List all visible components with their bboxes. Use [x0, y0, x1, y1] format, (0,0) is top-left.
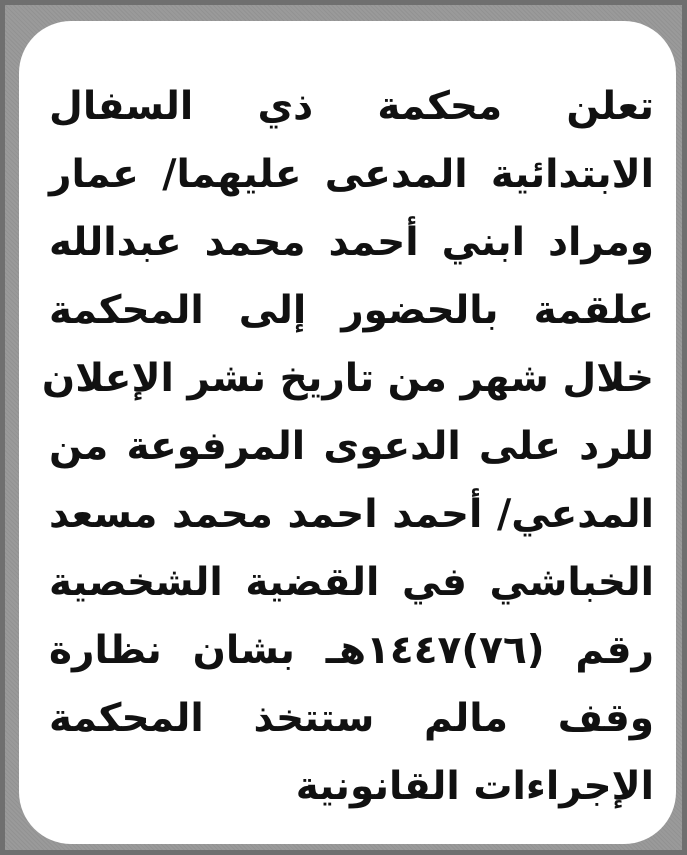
notice-line: الابتدائية المدعى عليهما/ عمار	[49, 152, 654, 197]
notice-line: تعلن محكمة ذي السفال	[49, 84, 654, 129]
notice-line: الخباشي في القضية الشخصية	[49, 560, 654, 605]
notice-line: للرد على الدعوى المرفوعة من	[49, 424, 654, 469]
notice-text	[41, 73, 654, 821]
notice-line: رقم (٧٦)١٤٤٧هـ بشان نظارة	[49, 628, 654, 673]
notice-line: المدعي/ أحمد احمد محمد مسعد	[49, 492, 654, 537]
notice-line: خلال شهر من تاريخ نشر الإعلان	[41, 356, 654, 401]
notice-line: علقمة بالحضور إلى المحكمة	[49, 288, 654, 333]
notice-line: وقف مالم ستتخذ المحكمة	[49, 696, 654, 741]
notice-line: ومراد ابني أحمد محمد عبدالله	[49, 220, 654, 265]
notice-line: الإجراءات القانونية	[295, 764, 654, 809]
notice-card	[19, 21, 676, 844]
